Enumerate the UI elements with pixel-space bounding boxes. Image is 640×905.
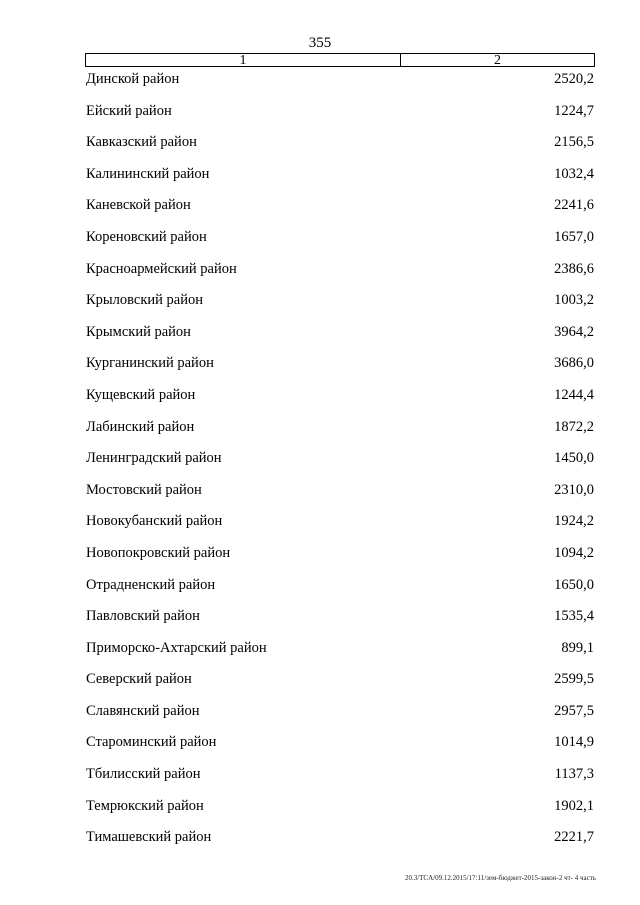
district-name: Приморско-Ахтарский район bbox=[86, 639, 267, 656]
district-name: Каневской район bbox=[86, 197, 191, 214]
table-row bbox=[0, 791, 640, 823]
district-name: Кореновский район bbox=[86, 228, 207, 245]
district-name: Ленинградский район bbox=[86, 450, 222, 467]
district-name: Курганинский район bbox=[86, 355, 214, 372]
table-row bbox=[0, 570, 640, 602]
table-row bbox=[0, 190, 640, 222]
district-table bbox=[0, 64, 640, 854]
district-value: 2241,6 bbox=[554, 197, 594, 214]
table-row bbox=[0, 317, 640, 349]
table-row bbox=[0, 380, 640, 412]
table-row bbox=[0, 222, 640, 254]
table-row bbox=[0, 64, 640, 96]
district-name: Новопокровский район bbox=[86, 544, 231, 561]
district-value: 1450,0 bbox=[554, 450, 594, 467]
table-row bbox=[0, 285, 640, 317]
table-row bbox=[0, 254, 640, 286]
district-name: Динской район bbox=[86, 71, 180, 87]
district-value: 1094,2 bbox=[554, 544, 594, 561]
district-name: Северский район bbox=[86, 671, 192, 688]
table-row bbox=[0, 443, 640, 475]
district-name: Крымский район bbox=[86, 323, 191, 340]
district-value: 1902,1 bbox=[554, 797, 594, 814]
district-name: Калининский район bbox=[86, 165, 210, 182]
table-row bbox=[0, 348, 640, 380]
district-name: Кавказский район bbox=[86, 134, 197, 151]
table-row bbox=[0, 759, 640, 791]
district-value: 1137,3 bbox=[554, 766, 594, 783]
table-row bbox=[0, 538, 640, 570]
district-value: 1014,9 bbox=[554, 734, 594, 751]
district-value: 1032,4 bbox=[554, 165, 594, 182]
district-value: 899,1 bbox=[561, 639, 594, 656]
district-value: 3686,0 bbox=[554, 355, 594, 372]
district-value: 2957,5 bbox=[554, 702, 594, 719]
table-row bbox=[0, 412, 640, 444]
district-name: Красноармейский район bbox=[86, 260, 237, 277]
column-header-1: 1 bbox=[86, 54, 401, 66]
district-value: 2386,6 bbox=[554, 260, 594, 277]
table-row bbox=[0, 96, 640, 128]
district-value: 2599,5 bbox=[554, 671, 594, 688]
district-name: Лабинский район bbox=[86, 418, 195, 435]
district-name: Темрюкский район bbox=[86, 797, 204, 814]
district-name: Кущевский район bbox=[86, 386, 196, 403]
table-row bbox=[0, 696, 640, 728]
district-value: 1872,2 bbox=[554, 418, 594, 435]
district-name: Мостовский район bbox=[86, 481, 202, 498]
table-row bbox=[0, 475, 640, 507]
district-name: Тбилисский район bbox=[86, 766, 201, 783]
district-value: 1535,4 bbox=[554, 608, 594, 625]
table-row bbox=[0, 601, 640, 633]
district-value: 3964,2 bbox=[554, 323, 594, 340]
table-row bbox=[0, 633, 640, 665]
district-name: Староминский район bbox=[86, 734, 217, 751]
column-header-2: 2 bbox=[494, 53, 501, 68]
district-name: Павловский район bbox=[86, 608, 200, 625]
page-number: 355 bbox=[308, 35, 332, 51]
district-value: 2221,7 bbox=[554, 829, 594, 846]
table-row bbox=[0, 727, 640, 759]
district-name: Новокубанский район bbox=[86, 513, 223, 530]
district-value: 1224,7 bbox=[554, 102, 594, 119]
table-row bbox=[0, 506, 640, 538]
table-row bbox=[0, 127, 640, 159]
district-value: 1657,0 bbox=[554, 228, 594, 245]
table-row bbox=[0, 664, 640, 696]
district-name: Славянский район bbox=[86, 702, 200, 719]
footer-file-path: 20.3/TCA/09.12.2015/17:11/зем-бюджет-2015-закон-2 чт- 4 часть bbox=[404, 874, 596, 882]
district-value: 1003,2 bbox=[554, 292, 594, 309]
district-value: 2310,0 bbox=[554, 481, 594, 498]
table-row bbox=[0, 159, 640, 191]
district-name: Крыловский район bbox=[86, 292, 203, 309]
district-name: Ейский район bbox=[86, 102, 172, 119]
district-value: 1244,4 bbox=[554, 386, 594, 403]
district-value: 2156,5 bbox=[554, 134, 594, 151]
table-row bbox=[0, 822, 640, 854]
district-value: 2520,2 bbox=[554, 71, 594, 87]
district-name: Отрадненский район bbox=[86, 576, 216, 593]
district-value: 1650,0 bbox=[554, 576, 594, 593]
district-name: Тимашевский район bbox=[86, 829, 212, 846]
district-value: 1924,2 bbox=[554, 513, 594, 530]
